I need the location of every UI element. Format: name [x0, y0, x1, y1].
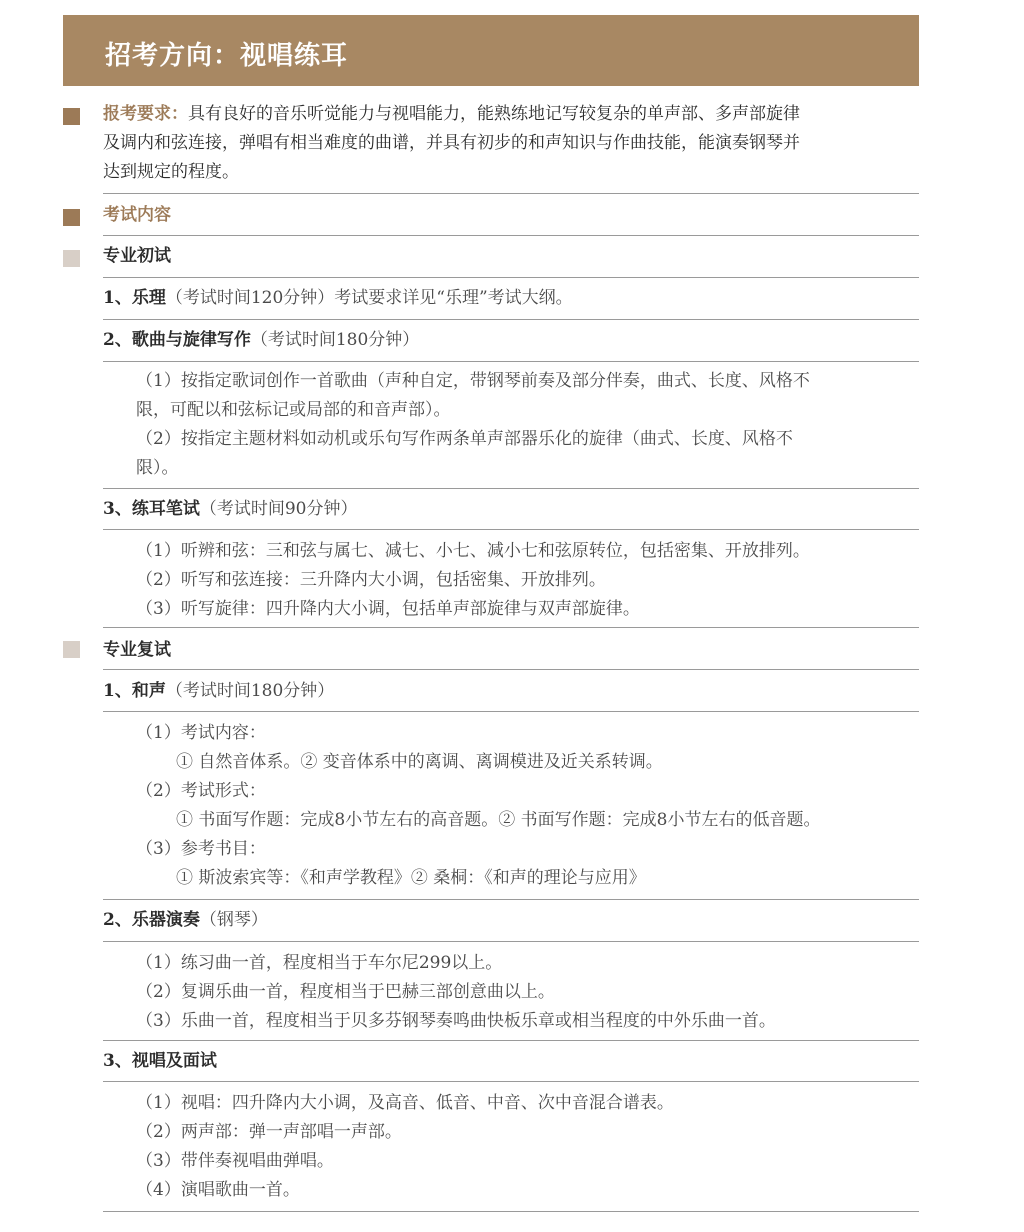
requirement-line-2: 及调内和弦连接，弹唱有相当难度的曲谱，并具有初步的和声知识与作曲技能，能演奏钢琴并: [103, 133, 800, 153]
prelim-item-2-line: （2）按指定主题材料如动机或乐句写作两条单声部器乐化的旋律（曲式、长度、风格不: [136, 429, 793, 449]
prelim-item-3-line: （2）听写和弦连接：三升降内大小调，包括密集、开放排列。: [136, 570, 606, 590]
retest-item-3-line: （2）两声部：弹一声部唱一声部。: [136, 1122, 402, 1142]
divider: [103, 361, 919, 362]
divider: [103, 529, 919, 530]
retest-item-1-line: ① 书面写作题：完成8小节左右的高音题。② 书面写作题：完成8小节左右的低音题。: [176, 810, 821, 830]
prelim-item-3-line: （3）听写旋律：四升降内大小调，包括单声部旋律与双声部旋律。: [136, 599, 640, 619]
divider: [103, 941, 919, 942]
retest-item-1: 1、和声（考试时间180分钟）: [103, 681, 335, 701]
retest-item-1-line: （2）考试形式：: [136, 781, 266, 801]
retest-item-1-line: ① 斯波索宾等：《和声学教程》② 桑桐：《和声的理论与应用》: [176, 868, 646, 888]
exam-content-heading: 考试内容: [103, 205, 171, 225]
divider: [103, 1040, 919, 1041]
section-marker: [63, 209, 80, 226]
subsection-marker: [63, 250, 80, 267]
prelim-item-1: 1、乐理（考试时间120分钟）考试要求详见“乐理”考试大纲。: [103, 288, 573, 308]
title-banner: [63, 15, 919, 86]
divider: [103, 193, 919, 194]
divider: [103, 488, 919, 489]
divider: [103, 277, 919, 278]
retest-item-1-line: （1）考试内容：: [136, 723, 266, 743]
prelim-item-2-line: （1）按指定歌词创作一首歌曲（声种自定，带钢琴前奏及部分伴奏，曲式、长度、风格不: [136, 371, 810, 391]
page-title: 招考方向：视唱练耳: [105, 41, 349, 71]
retest-heading: 专业复试: [103, 640, 171, 660]
retest-item-2-line: （3）乐曲一首，程度相当于贝多芬钢琴奏鸣曲快板乐章或相当程度的中外乐曲一首。: [136, 1011, 776, 1031]
retest-item-3: 3、视唱及面试: [103, 1051, 217, 1071]
divider: [103, 1081, 919, 1082]
prelim-item-3-line: （1）听辨和弦：三和弦与属七、减七、小七、减小七和弦原转位，包括密集、开放排列。: [136, 541, 810, 561]
divider: [103, 1211, 919, 1212]
prelim-heading: 专业初试: [103, 246, 171, 266]
retest-item-3-line: （4）演唱歌曲一首。: [136, 1180, 300, 1200]
retest-item-2: 2、乐器演奏（钢琴）: [103, 910, 268, 930]
requirement-label: 报考要求：: [103, 104, 188, 124]
subsection-marker: [63, 641, 80, 658]
requirement-line-1: 报考要求：具有良好的音乐听觉能力与视唱能力，能熟练地记写较复杂的单声部、多声部旋律: [103, 104, 800, 124]
requirement-line-3: 达到规定的程度。: [103, 162, 239, 182]
prelim-item-3: 3、练耳笔试（考试时间90分钟）: [103, 499, 358, 519]
divider: [103, 319, 919, 320]
divider: [103, 627, 919, 628]
divider: [103, 899, 919, 900]
prelim-item-2-line: 限）。: [136, 458, 179, 478]
prelim-item-2: 2、歌曲与旋律写作（考试时间180分钟）: [103, 330, 420, 350]
retest-item-2-line: （2）复调乐曲一首，程度相当于巴赫三部创意曲以上。: [136, 982, 555, 1002]
retest-item-3-line: （3）带伴奏视唱曲弹唱。: [136, 1151, 334, 1171]
divider: [103, 235, 919, 236]
retest-item-3-line: （1）视唱：四升降内大小调，及高音、低音、中音、次中音混合谱表。: [136, 1093, 674, 1113]
divider: [103, 669, 919, 670]
section-marker: [63, 108, 80, 125]
prelim-item-2-line: 限，可配以和弦标记或局部的和音声部）。: [136, 400, 451, 420]
retest-item-1-line: ① 自然音体系。② 变音体系中的离调、离调模进及近关系转调。: [176, 752, 663, 772]
retest-item-2-line: （1）练习曲一首，程度相当于车尔尼299以上。: [136, 953, 503, 973]
retest-item-1-line: （3）参考书目：: [136, 839, 266, 859]
divider: [103, 711, 919, 712]
